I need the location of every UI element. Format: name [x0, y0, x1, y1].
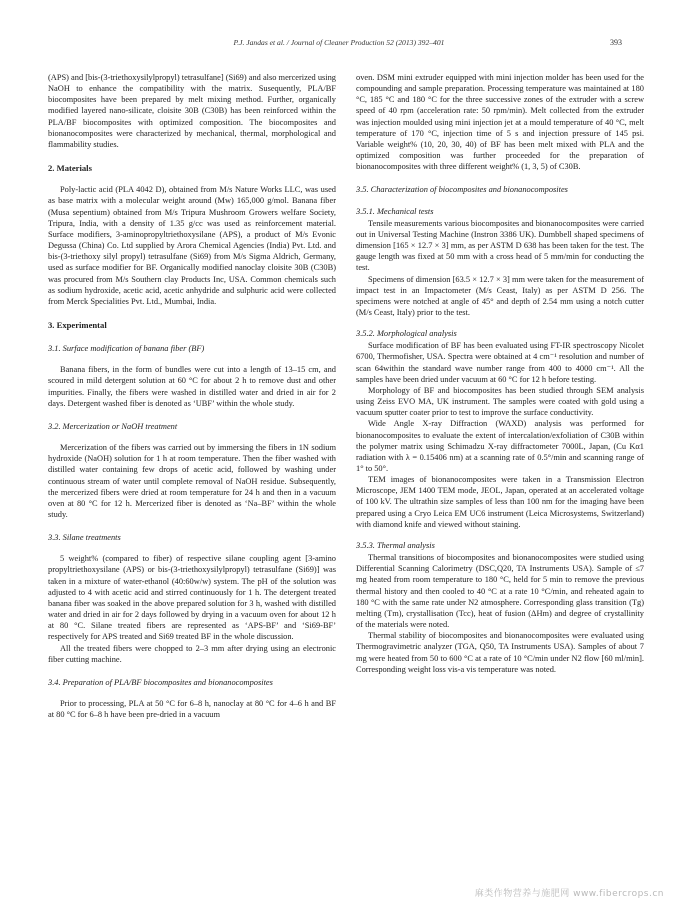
subsection-heading-3-4: 3.4. Preparation of PLA/BF biocomposites and bionanocomposites: [48, 677, 273, 687]
subsubsection-heading-3-5-3: 3.5.3. Thermal analysis: [356, 540, 435, 550]
intro-paragraph: (APS) and [bis-(3-triethoxysilylpropyl) tetrasulfane] (Si69) and also mercerized using NaOH to enhance the compatibility with the matrix. Susequently, PLA/BF biocomposites have been prepared by melt mixing method. Further, organically modified layered nano-silicate, cloisite 30B (C30B) has been reinforced within the PLA/BF biocomposites with optimized composition. The biocomposites and bionanocomposites were characterized by mechanical, thermal, morphological and flammability studies.: [48, 73, 336, 149]
materials-paragraph: Poly-lactic acid (PLA 4042 D), obtained from M/s Nature Works LLC, was used as base matrix with a molecular weight around (Mw) 165,000 g/mol. Banana fiber (Musa sepentium) obtained from M/s Tripura Mushroom Growers welfare Society, Tripura, India, with a density of 1.35 g/cc was used as reinforcement material. Surface modifiers, 3-aminopropyltriethoxysilane (APS), a product of M/s Evonic Degussa (China) Co. Ltd supplied by Arora Chemical Agencies (India) Pvt. Ltd. and bis-(3-triethoxy silyl propyl) tetrasulfane (Si69) from M/s Sigma Aldrich, Germany, used as surface modifier for BF. Organically modified nanoclay cloisite 30B (C30B) was procured from M/s Southern clay Products Inc, USA. Common chemicals such as sodium hydroxide, acetic acid, acetic anhydride and sulphuric acid were collected from Merck Specialities Pvt. Ltd., Mumbai, India.: [48, 185, 336, 306]
page-number: 393: [610, 38, 622, 47]
section-heading-materials: 2. Materials: [48, 163, 92, 174]
subsection-heading-3-1: 3.1. Surface modification of banana fiber (BF): [48, 344, 205, 354]
paragraph-3-5-2-c: Wide Angle X-ray Diffraction (WAXD) analysis was performed for bionanocomposites to evaluate the extent of intercalation/exfoliation of C30B within the polymer matrix using Schimadzu X-ray diffractometer 7000L, Japan, (Cu Kα1 radiation with λ = 0.15406 nm) at a scanning rate of 0.5°/min and scanning range of 1° to 50°.: [356, 419, 644, 473]
paragraph-3-5-2-b: Morphology of BF and biocomposites has been studied through SEM analysis using Zeiss EVO MA, UK instrument. The samples were coated with gold using a vacuum sputter coater prior to test to improve the surface conductivity.: [356, 385, 644, 418]
paragraph-3-5-2-d: TEM images of bionanocomposites were taken in a Transmission Electron Microscope, JEM 1400 TEM mode, JEOL, Japan, operated at an accelerated voltage of 100 kV. The ultrathin size samples of less than 100 nm for the imaging have been prepared using a Cryo Leica EM UC6 instrument (Leica Microsystems, Switzerland) with diamond knife and viewed without staining.: [356, 475, 644, 529]
right-column: [356, 72, 644, 675]
paragraph-3-3-b: All the treated fibers were chopped to 2–3 mm after drying using an electronic fiber cutting machine.: [48, 643, 336, 664]
subsubsection-heading-3-5-2: 3.5.2. Morphological analysis: [356, 329, 457, 339]
subsection-heading-3-5: 3.5. Characterization of biocomposites and bionanocomposites: [356, 185, 568, 195]
subsection-heading-3-2: 3.2. Mercerization or NaOH treatment: [48, 421, 178, 431]
section-heading-experimental: 3. Experimental: [48, 319, 107, 330]
paragraph-3-5-3-a: Thermal transitions of biocomposites and bionanocomposites were studied using Differential Scanning Calorimetry (DSC,Q20, TA Instruments USA). Sample of ≤7 mg heated from room temperature to 180 °C, held for 5 min to remove the previous thermal history and then cooled to 40 °C at a rate 10 °C/min, and reheated again to 180 °C with the same rate under N2 atmosphere. Corresponding glass transition (Tg) melting (Tm), crystallisation (Tcc), heat of fusion (ΔHm) and degree of crystallinity of the materials were noted.: [356, 553, 644, 630]
paragraph-3-5-1-a: Tensile measurements various biocomposites and bionanocomposites were carried out in Universal Testing Machine (Instron 3386 UK). Dumbbell shaped specimens of dimension [165 × 12.7 × 3] mm, as per ASTM D 638 has been taken for the test. The gauge length was fixed at 50 mm with a cross head of 5 mm/min for conducting the test.: [356, 218, 644, 273]
paragraph-3-5-1-b: Specimens of dimension [63.5 × 12.7 × 3] mm were taken for the measurement of impact test in an Impactometer (M/s Ceast, Italy) as per ASTM D 256. The specimens were notched at angle of 45° and depth of 2.54 mm using a notch cutter (M/s Ceast, Italy) prior to the test.: [356, 274, 644, 317]
paragraph-3-3-a: 5 weight% (compared to fiber) of respective silane coupling agent [3-amino propyltriethoxysilane (APS) or bis-(3-triethoxysilylpropyl) tetrasulfane (Si69)] was taken in a mixture of water-ethanol (40:60w/w) system. The pH of the solution was adjusted to 4 with acetic acid and stirred continuously for 1 h. The detergent treated banana fiber was soaked in the above prepared solution for 3 h, washed with distilled water and dried in air for 2 days followed by drying in a vacuum oven for about 12 h at 80 °C. Silane treated fibers are represented as ‘APS-BF’ and ‘Si69-BF’ respectively for APS treated and Si69 treated BF in the whole discussion.: [48, 554, 336, 642]
subsubsection-heading-3-5-1: 3.5.1. Mechanical tests: [356, 206, 434, 216]
left-column: [48, 72, 336, 720]
paragraph-3-1: Banana fibers, in the form of bundles were cut into a length of 13–15 cm, and scoured in mild detergent solution at 60 °C for about 2 h to remove dust and other impurities. Finally, the fibers were washed in distilled water and dried in air for 2 days. Detergent washed fiber is denoted as ‘UBF’ within the whole study.: [48, 365, 336, 408]
paragraph-3-2: Mercerization of the fibers was carried out by immersing the fibers in 1N sodium hydroxide (NaOH) solution for 1 h at room temperature. Then the fiber washed with distilled water containing few drops of acetic acid, followed by washing under continuous stream of water until complete removal of NaOH residue. Subsequently, the mercerized fibers were dried at room temperature for 24 h and then in a vacuum oven at 80 °C for 12 h. Mercerized fiber is denoted as ‘Na–BF’ within the whole study.: [48, 443, 336, 519]
paragraph-3-4: Prior to processing, PLA at 50 °C for 6–8 h, nanoclay at 80 °C for 4–6 h and BF at 80 °C for 6–8 h have been pre-dried in a vacuum: [48, 699, 336, 720]
subsection-heading-3-3: 3.3. Silane treatments: [48, 533, 121, 543]
paragraph-3-5-2-a: Surface modification of BF has been evaluated using FT-IR spectroscopy Nicolet 6700, Thermofisher, USA. Spectra were obtained at 4 cm⁻¹ resolution and number of scan 64within the standard wave number range from 400 to 4000 cm⁻¹. All the samples have been dried under vacuum at 60 °C for 12 h before testing.: [356, 341, 644, 384]
running-header: P.J. Jandas et al. / Journal of Cleaner Production 52 (2013) 392–401: [233, 38, 445, 47]
paragraph-3-4-continued: oven. DSM mini extruder equipped with mini injection molder has been used for the compounding and sample preparation. Processing temperature was maintained at 180 °C, 185 °C and 180 °C for the three successive zones of the extruder with a screw speed of 40 rpm (acceleration rate: 50 rpm/min). Melt collected from the extruder was injection moulded using mini injection jet at a mould temperature of 40 °C, melt temperature of 170 °C, injection time of 5 s and injection pressure of 145 psi. Variable weight% (10, 20, 30, 40) of BF has been melt mixed with PLA and the optimized composition was further proceeded for the preparation of bionanocomposites with three different weight% (1, 3, 5) of C30B.: [356, 73, 644, 172]
paragraph-3-5-3-b: Thermal stability of biocomposites and bionanocomposites were evaluated using Thermogravimetric analyzer (TGA, Q50, TA Instruments USA). Samples of about 7 mg were heated from 50 to 600 °C at a rate of 10 °C/min under N2 flow [60 ml/min]. Corresponding weight loss vis-a vis temperature was noted.: [356, 631, 644, 674]
site-watermark: 麻类作物营养与施肥网 www.fibercrops.cn: [474, 889, 664, 899]
